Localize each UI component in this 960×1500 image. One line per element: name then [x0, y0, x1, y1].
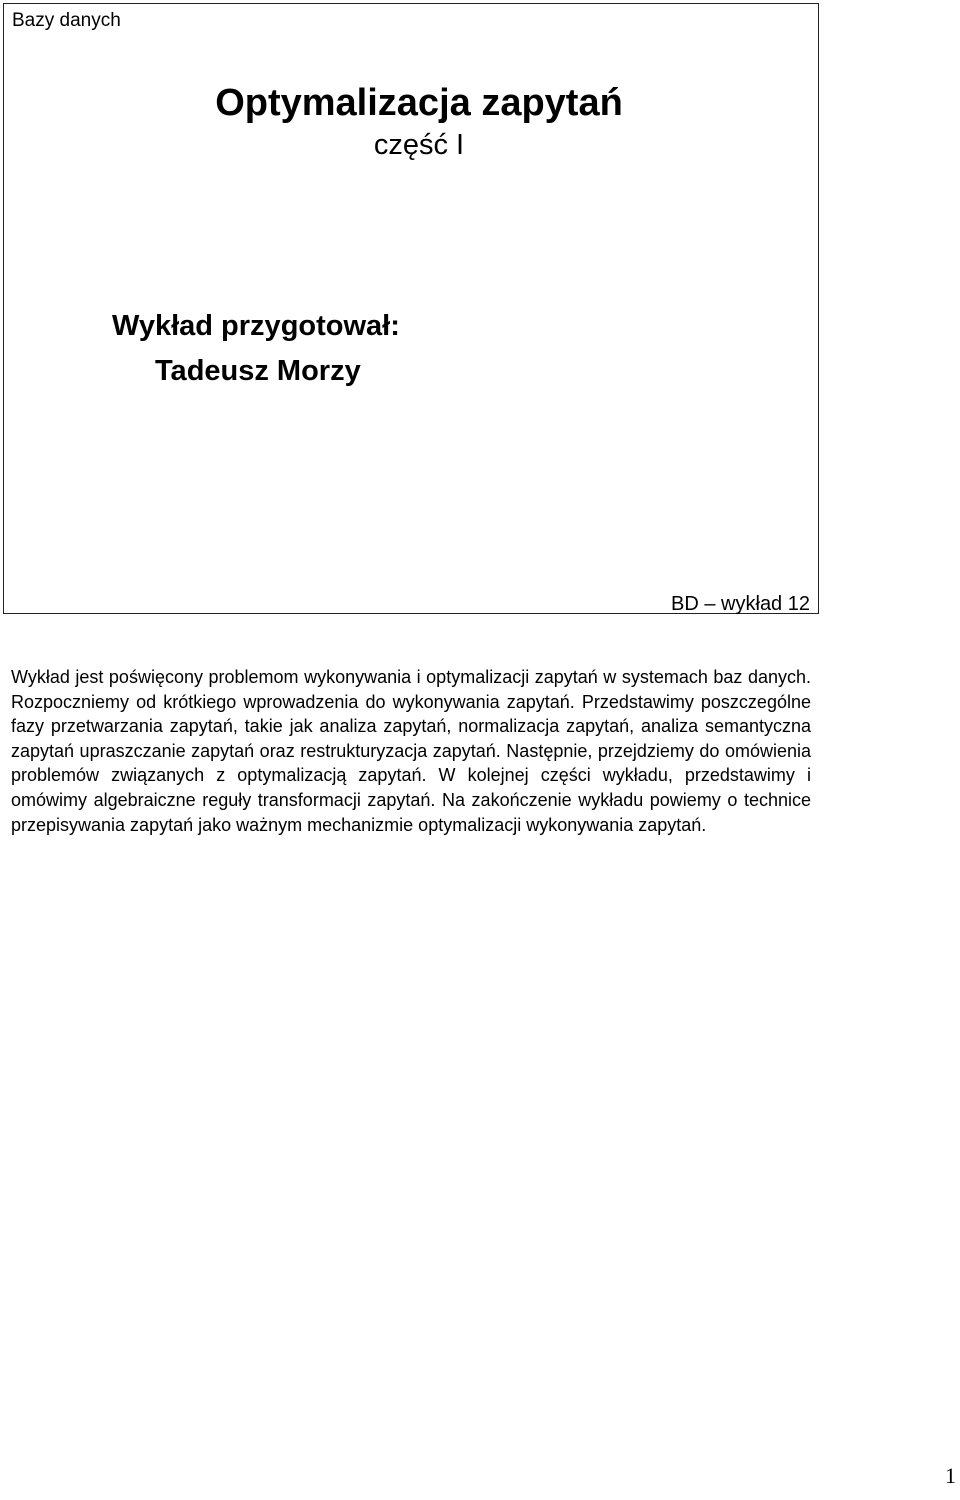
slide-frame — [3, 3, 819, 614]
slide-header: Bazy danych — [12, 10, 121, 31]
slide-title: Optymalizacja zapytań — [215, 82, 623, 124]
author-name: Tadeusz Morzy — [155, 355, 361, 387]
author-label: Wykład przygotował: — [112, 310, 400, 342]
slide-footer: BD – wykład 12 — [671, 593, 810, 615]
description-paragraph: Wykład jest poświęcony problemom wykonywania i optymalizacji zapytań w systemach baz danych. Rozpoczniemy od krótkiego wprowadzenia do wykonywania zapytań. Przedstawimy poszczególne fazy przetwarzania zapytań, takie jak analiza zapytań, normalizacja zapytań, analiza semantyczna zapytań upraszczanie zapytań oraz restrukturyzacja zapytań. Następnie, przejdziemy do omówienia problemów związanych z optymalizacją zapytań. W kolejnej części wykładu, przedstawimy i omówimy algebraiczne reguły transformacji zapytań. Na zakończenie wykładu powiemy o technice przepisywania zapytań jako ważnym mechanizmie optymalizacji wykonywania zapytań. — [11, 667, 811, 835]
page-number: 1 — [945, 1463, 956, 1488]
slide-subtitle: część I — [373, 129, 465, 161]
